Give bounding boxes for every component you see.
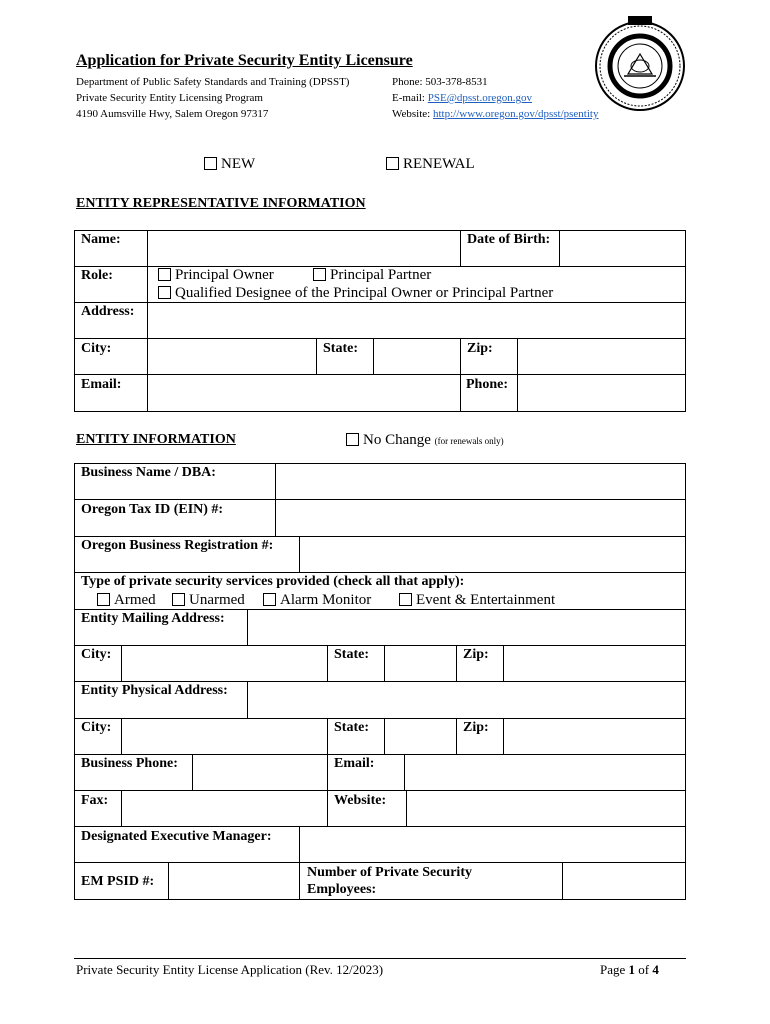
city-label: City: <box>81 341 112 356</box>
registration-label: Oregon Business Registration #: <box>81 538 274 553</box>
dob-input[interactable] <box>559 230 686 267</box>
agency-info <box>76 74 349 122</box>
contact-phone: Phone: 503-378-8531 <box>392 76 488 88</box>
service-unarmed-checkbox[interactable] <box>172 593 185 606</box>
name-label: Name: <box>81 232 121 247</box>
contact-info <box>392 74 598 122</box>
em-psid-input[interactable] <box>168 862 300 900</box>
tax-id-input[interactable] <box>275 499 686 537</box>
website-input[interactable] <box>406 790 686 827</box>
footer-divider <box>74 958 686 959</box>
physical-address-label: Entity Physical Address: <box>81 683 228 698</box>
contact-email-line: E-mail: PSE@dpsst.oregon.gov <box>392 92 532 104</box>
email-link[interactable]: PSE@dpsst.oregon.gov <box>427 92 532 104</box>
physical-city-label: City: <box>81 720 112 735</box>
address-input[interactable] <box>147 302 686 339</box>
registration-input[interactable] <box>299 536 686 573</box>
physical-zip-input[interactable] <box>503 718 686 755</box>
zip-label: Zip: <box>467 341 493 356</box>
phone-input[interactable] <box>517 374 686 412</box>
fax-input[interactable] <box>121 790 328 827</box>
role-partner-checkbox[interactable] <box>313 268 326 281</box>
state-label: State: <box>323 341 358 356</box>
exec-manager-label: Designated Executive Manager: <box>81 829 272 844</box>
role-owner-option[interactable]: Principal Owner <box>158 267 274 284</box>
physical-zip-label: Zip: <box>463 720 489 735</box>
email-input[interactable] <box>147 374 461 412</box>
service-armed-option[interactable]: Armed <box>97 592 156 609</box>
num-employees-label: Number of Private Security Employees: <box>307 865 472 897</box>
role-label: Role: <box>81 268 113 283</box>
mailing-zip-input[interactable] <box>503 645 686 682</box>
role-designee-option[interactable]: Qualified Designee of the Principal Owner or Principal Partner <box>158 285 553 302</box>
physical-city-input[interactable] <box>121 718 328 755</box>
mailing-city-input[interactable] <box>121 645 328 682</box>
renewal-checkbox[interactable] <box>386 157 399 170</box>
services-label: Type of private security services provided (check all that apply): <box>81 574 465 589</box>
business-phone-input[interactable] <box>192 754 328 791</box>
footer-page-number: Page 1 of 4 <box>600 962 659 977</box>
business-phone-label: Business Phone: <box>81 756 178 771</box>
entity-email-label: Email: <box>334 756 375 771</box>
name-input[interactable] <box>147 230 461 267</box>
service-alarm-checkbox[interactable] <box>263 593 276 606</box>
city-input[interactable] <box>147 338 317 375</box>
program-name: Private Security Entity Licensing Program <box>76 92 263 104</box>
phone-label: Phone: <box>466 377 508 392</box>
mailing-address-label: Entity Mailing Address: <box>81 611 225 626</box>
business-name-input[interactable] <box>275 463 686 500</box>
agency-address: 4190 Aumsville Hwy, Salem Oregon 97317 <box>76 108 269 120</box>
website-link[interactable]: http://www.oregon.gov/dpsst/psentity <box>432 108 599 120</box>
service-armed-checkbox[interactable] <box>97 593 110 606</box>
num-employees-input[interactable] <box>562 862 686 900</box>
mailing-address-input[interactable] <box>247 609 686 646</box>
service-alarm-option[interactable]: Alarm Monitor <box>263 592 371 609</box>
exec-manager-input[interactable] <box>299 826 686 863</box>
physical-address-input[interactable] <box>247 681 686 719</box>
no-change-checkbox[interactable] <box>346 433 359 446</box>
service-unarmed-option[interactable]: Unarmed <box>172 592 245 609</box>
new-option[interactable]: NEW <box>204 156 255 173</box>
role-designee-checkbox[interactable] <box>158 286 171 299</box>
address-label: Address: <box>81 304 135 319</box>
contact-website-line: Website: http://www.oregon.gov/dpsst/psentity <box>392 108 599 120</box>
fax-label: Fax: <box>81 793 109 808</box>
renewal-option[interactable]: RENEWAL <box>386 156 475 173</box>
entity-section-heading: ENTITY INFORMATION <box>76 432 236 447</box>
footer-form-name: Private Security Entity License Application (Rev. 12/2023) <box>76 962 384 977</box>
website-label: Website: <box>334 793 387 808</box>
service-event-checkbox[interactable] <box>399 593 412 606</box>
dpsst-seal-logo <box>590 14 690 114</box>
state-input[interactable] <box>373 338 461 375</box>
physical-state-label: State: <box>334 720 369 735</box>
service-event-option[interactable]: Event & Entertainment <box>399 592 555 609</box>
em-psid-label: EM PSID #: <box>81 874 155 889</box>
rep-section-heading: ENTITY REPRESENTATIVE INFORMATION <box>76 196 366 211</box>
dob-label: Date of Birth: <box>467 232 551 247</box>
mailing-state-input[interactable] <box>384 645 457 682</box>
tax-id-label: Oregon Tax ID (EIN) #: <box>81 502 224 517</box>
business-name-label: Business Name / DBA: <box>81 465 216 480</box>
physical-state-input[interactable] <box>384 718 457 755</box>
role-partner-option[interactable]: Principal Partner <box>313 267 431 284</box>
zip-input[interactable] <box>517 338 686 375</box>
mailing-zip-label: Zip: <box>463 647 489 662</box>
page-title: Application for Private Security Entity Licensure <box>76 52 413 69</box>
entity-email-input[interactable] <box>404 754 686 791</box>
new-checkbox[interactable] <box>204 157 217 170</box>
no-change-option[interactable]: No Change (for renewals only) <box>346 432 504 449</box>
mailing-state-label: State: <box>334 647 369 662</box>
no-change-note: (for renewals only) <box>434 436 504 446</box>
agency-name: Department of Public Safety Standards and Training (DPSST) <box>76 76 350 88</box>
mailing-city-label: City: <box>81 647 112 662</box>
email-label: Email: <box>81 377 122 392</box>
role-owner-checkbox[interactable] <box>158 268 171 281</box>
